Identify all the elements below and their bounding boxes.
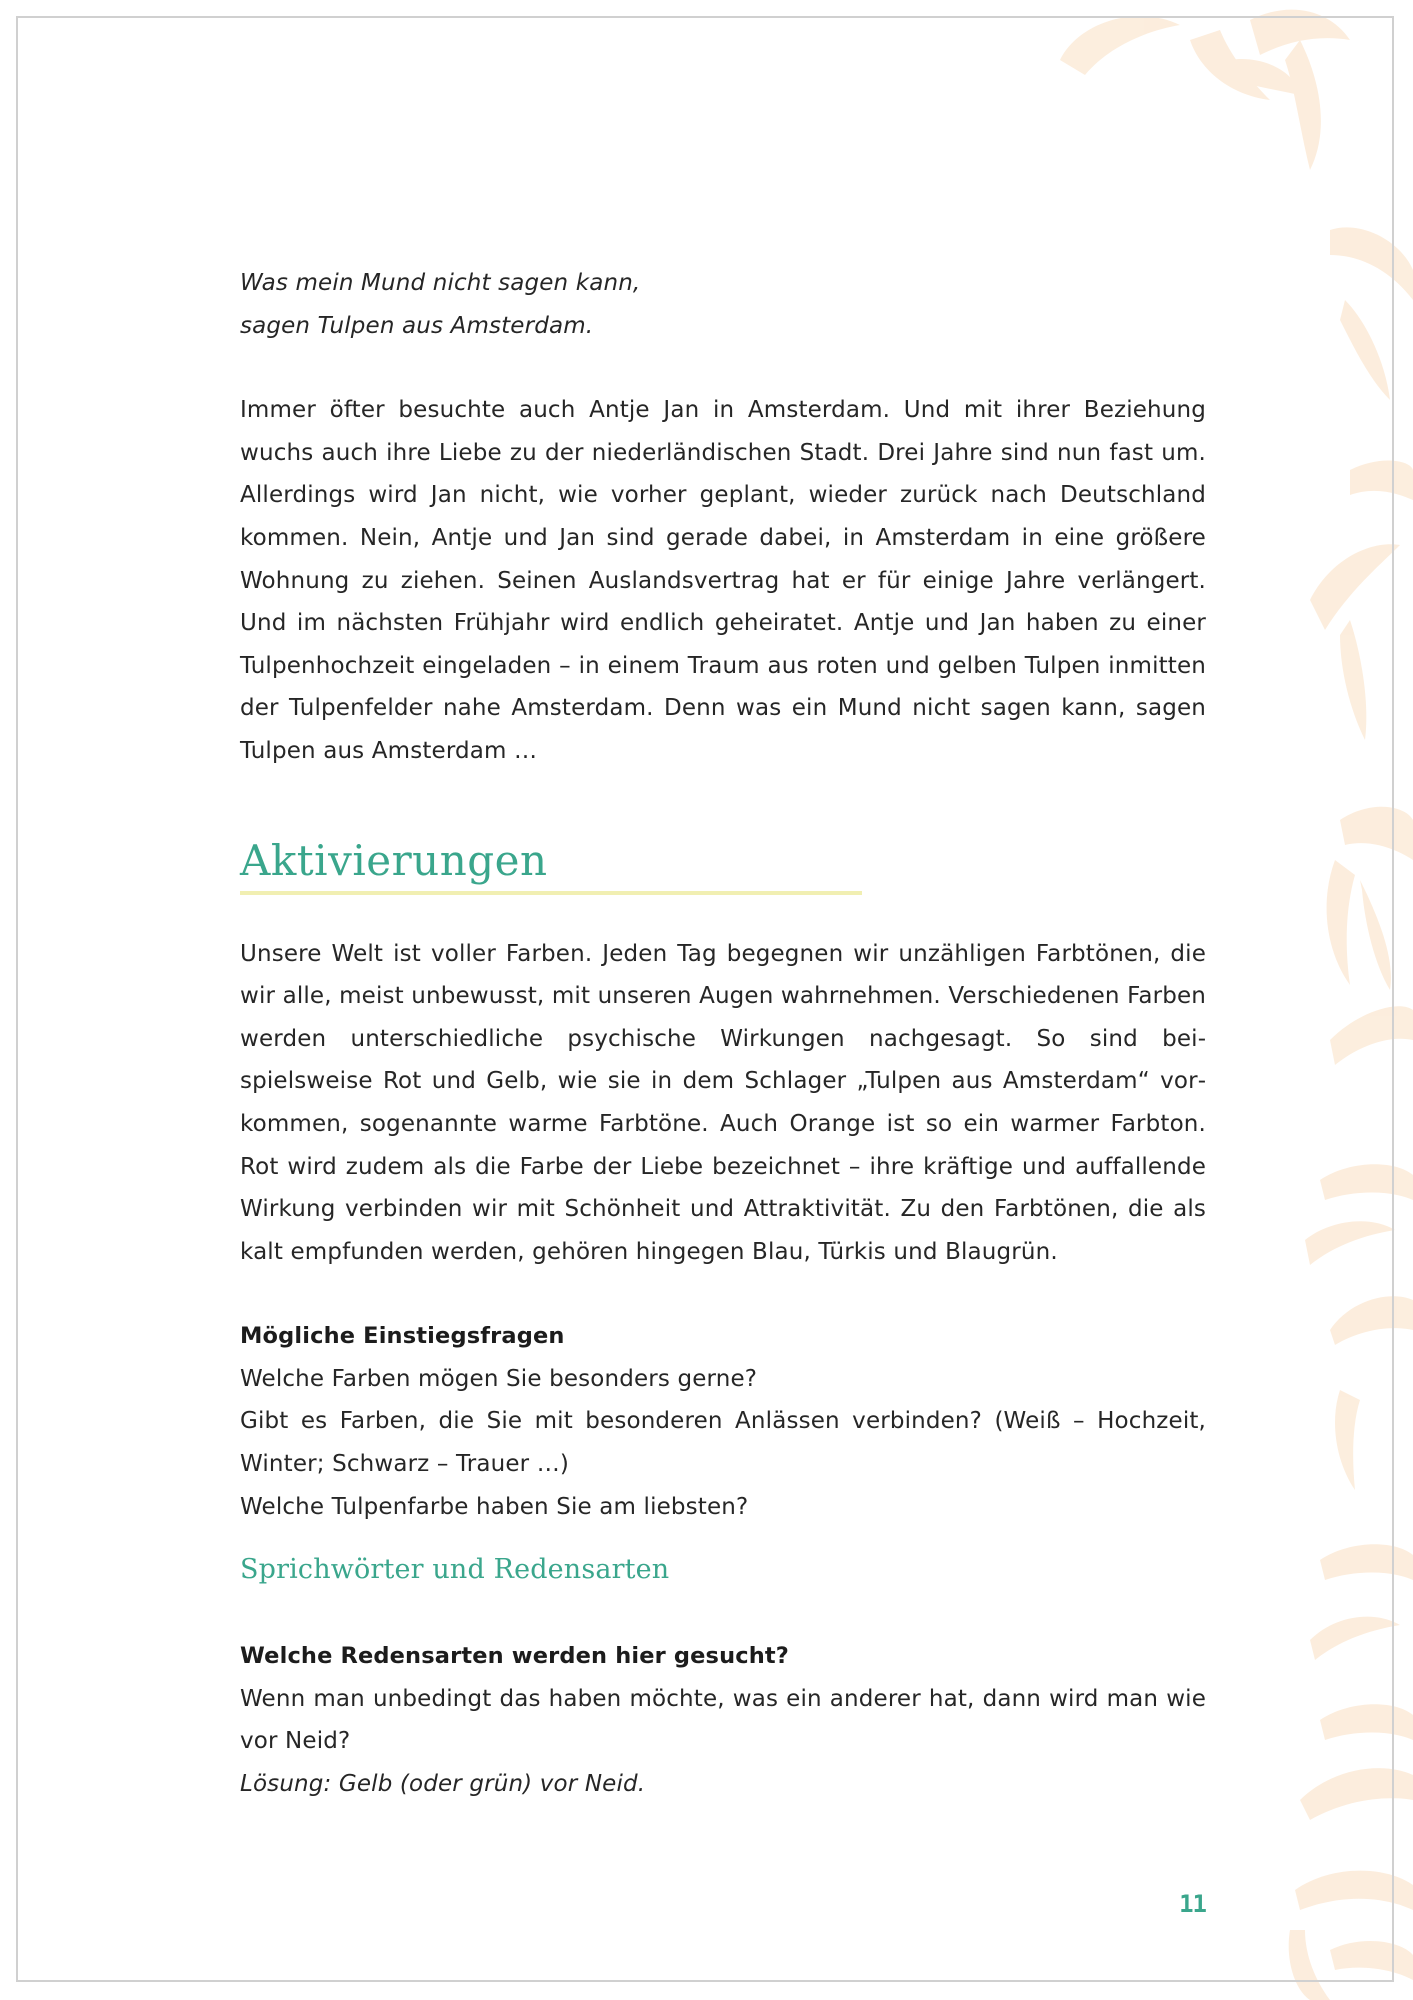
intro-question-item: Gibt es Farben, die Sie mit besonderen Anlässen verbinden? (Weiß – Hochzeit, Winter; Schwarz – Trauer …): [240, 1408, 1206, 1478]
intro-question-item: Welche Farben mögen Sie besonders gerne?: [240, 1365, 758, 1392]
page-content: [240, 262, 1206, 1806]
section-heading: Aktivierungen: [240, 835, 548, 885]
proverbs-question: Wenn man unbedingt das haben möchte, was ein anderer hat, dann wird man wie vor Neid?: [240, 1685, 1206, 1755]
intro-question-item: Welche Tulpenfarbe haben Sie am liebsten?: [240, 1493, 749, 1520]
proverbs-block: [240, 1635, 1206, 1805]
verse-block: [240, 262, 1206, 347]
intro-questions-label: Mögliche Einstiegsfragen: [240, 1323, 565, 1350]
intro-questions-block: [240, 1315, 1206, 1528]
proverbs-question-label: Welche Redensarten werden hier gesucht?: [240, 1643, 790, 1670]
section-intro-paragraph: Unsere Welt ist voller Farben. Jeden Tag begegnen wir unzähligen Farbtönen, die wir alle, meist unbewusst, mit unseren Augen wahrnehmen. Verschiedenen Farben werden unterschiedliche psychische Wirkungen nachgesagt. So sind beispielsweise Rot und Gelb, wie sie in dem Schlager „Tulpen aus Amsterdam“ vorkommen, sogenannte warme Farbtöne. Auch Orange ist so ein warmer Farbton. Rot wird zudem als die Farbe der Liebe bezeichnet – ihre kräftige und auffallende Wirkung verbinden wir mit Schönheit und Attraktivität. Zu den Farbtönen, die als kalt empfunden werden, gehören hingegen Blau, Türkis und Blaugrün.: [240, 940, 1206, 1265]
section-aktivierungen: [240, 833, 1206, 1806]
proverbs-solution: Lösung: Gelb (oder grün) vor Neid.: [240, 1771, 646, 1798]
verse-line-2: sagen Tulpen aus Amsterdam.: [240, 312, 594, 339]
heading-underline: [240, 891, 862, 895]
verse-line-1: Was mein Mund nicht sagen kann,: [240, 270, 641, 296]
proverbs-subheading: Sprichwörter und Redensarten: [240, 1554, 670, 1586]
story-paragraph: Immer öfter besuchte auch Antje Jan in Amsterdam. Und mit ihrer Beziehung wuchs auch ihre Liebe zu der niederländischen Stadt. Drei Jahre sind nun fast um. Allerdings wird Jan nicht, wie vorher geplant, wieder zurück nach Deutschland kommen. Nein, Antje und Jan sind gerade dabei, in Amsterdam in eine größere Wohnung zu ziehen. Seinen Auslandsvertrag hat er für einige Jahre verlängert. Und im nächsten Frühjahr wird endlich geheiratet. Antje und Jan haben zu einer Tulpenhochzeit eingeladen – in einem Traum aus roten und gelben Tulpen inmitten der Tulpenfelder nahe Amsterdam. Denn was ein Mund nicht sagen kann, sagen Tulpen aus Amsterdam …: [240, 397, 1206, 764]
page-number: 11: [1179, 1890, 1206, 1918]
